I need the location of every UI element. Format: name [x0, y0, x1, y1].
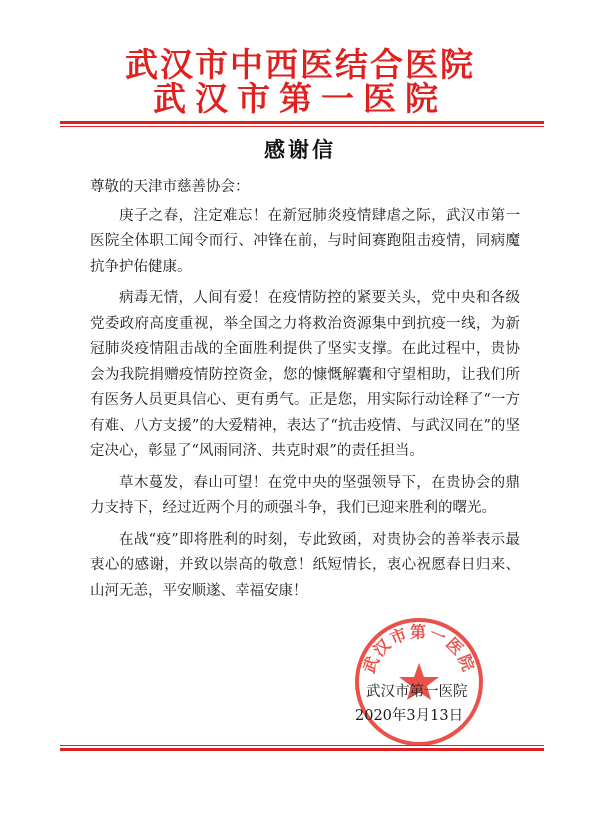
letterhead: [0, 45, 600, 118]
letter-body: [90, 175, 520, 610]
paragraph-3: 草木蔓发，春山可望！在党中央的坚强领导下，在贵协会的鼎力支持下，经过近两个月的顽强斗争，我们已迎来胜利的曙光。: [90, 474, 520, 516]
footer-divider-thin: [60, 745, 544, 746]
header-divider-thick: [60, 121, 544, 124]
paragraph-4: 在战“疫”即将胜利的时刻，专此致函，对贵协会的善举表示最衷心的感谢，并致以崇高的敬意！纸短情长，衷心祝愿春日归来、山河无恙，平安顺遂、幸福安康！: [90, 531, 520, 599]
footer-divider-thick: [60, 748, 544, 751]
header-divider-thin: [60, 126, 544, 127]
seal-text-path: 武汉市第一医院: [359, 622, 479, 676]
signature-block: [355, 680, 468, 728]
signature-date: 2020年3月13日: [355, 708, 464, 724]
paragraph-2: 病毒无情，人间有爱！在疫情防控的紧要关头，党中央和各级党委政府高度重视，举全国之力将救治资源集中到抗疫一线，为新冠肺炎疫情阻击战的全面胜利提供了坚实支撑。在此过程中，贵协会为我院捐赠疫情防控资金，您的慷慨解囊和守望相助，让我们所有医务人员更具信心、更有勇气。正是您，用实际行动诠释了“一方有难、八方支援”的大爱精神，表达了“抗击疫情、与武汉同在”的坚定决心，彰显了“风雨同济、共克时艰”的责任担当。: [90, 290, 520, 459]
letter-title: 感谢信: [264, 138, 336, 162]
paragraph-1: 庚子之春，注定难忘！在新冠肺炎疫情肆虐之际，武汉市第一医院全体职工闻令而行、冲锋在前，与时间赛跑阻击疫情，同病魔抗争护佑健康。: [90, 207, 520, 275]
letterhead-hospital-name-1: 武汉市中西医结合医院: [125, 45, 475, 84]
letterhead-hospital-name-2: 武汉市第一医院: [153, 79, 447, 118]
signature-org: 武汉市第一医院: [366, 684, 468, 700]
salutation: 尊敬的天津市慈善协会：: [90, 179, 250, 195]
